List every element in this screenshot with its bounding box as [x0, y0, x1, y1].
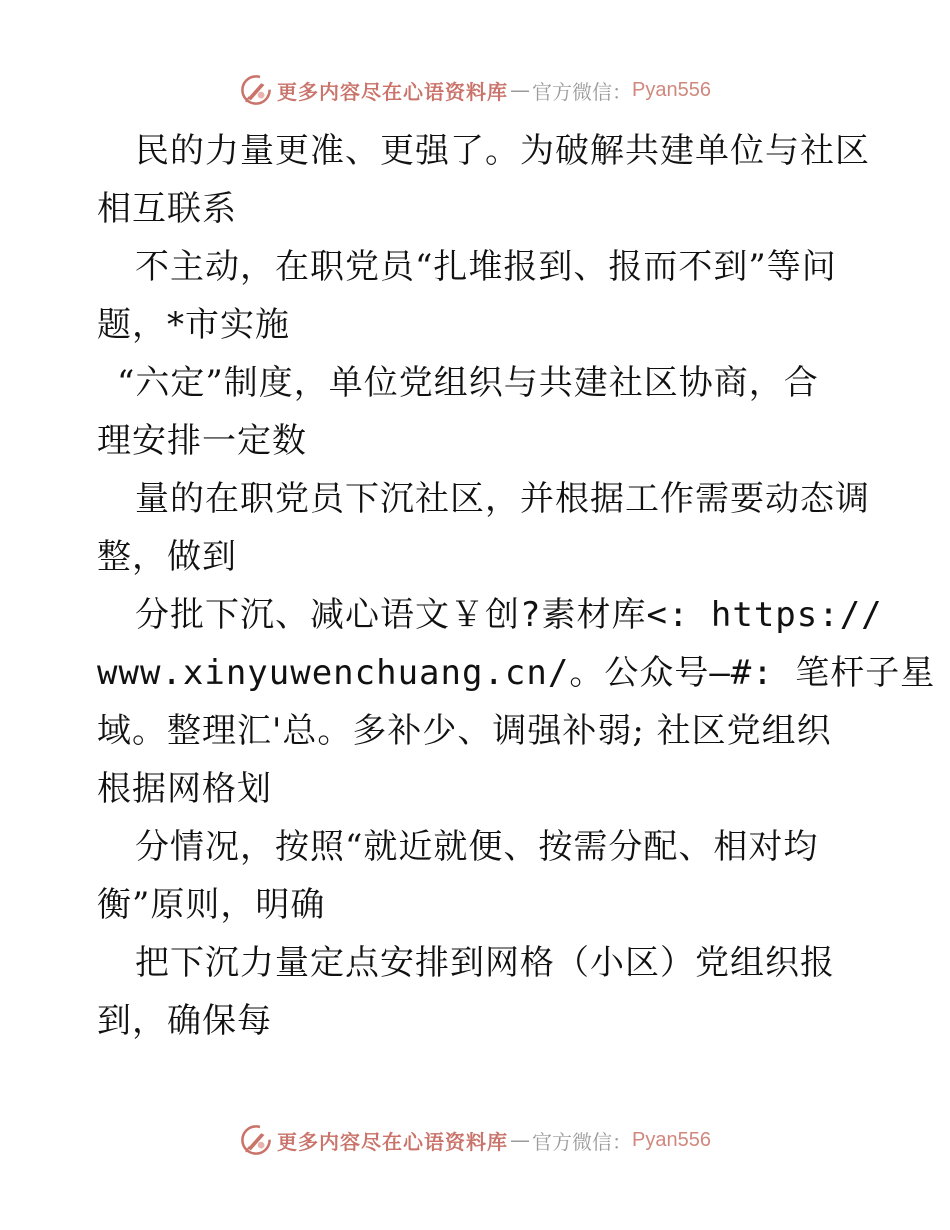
body-line: www.xinyuwenchuang.cn/。公众号—#: 笔杆子星 [97, 653, 936, 693]
body-line: 分批下沉、减心语文￥创?素材库<: https:// [135, 595, 883, 635]
quill-pen-logo-icon [239, 73, 273, 107]
body-line: “六定”制度，单位党组织与共建社区协商，合 [117, 363, 819, 403]
quill-pen-logo-icon [239, 1123, 273, 1157]
body-line: 量的在职党员下沉社区，并根据工作需要动态调 [135, 479, 870, 519]
body-line: 域。整理汇'总。多补少、调强补弱; 社区党组织 [97, 711, 832, 751]
banner-brand-text: 更多内容尽在心语资料库 [277, 1129, 509, 1154]
document-body [97, 122, 936, 1050]
banner-wechat-label: 官方微信： [532, 1129, 633, 1154]
body-line: 把下沉力量定点安排到网格（小区）党组织报 [135, 943, 835, 983]
body-line: 民的力量更准、更强了。为破解共建单位与社区 [135, 131, 870, 171]
body-line: 衡”原则，明确 [97, 885, 326, 925]
banner-wechat-id: Pyan556 [632, 1128, 711, 1151]
body-line: 不主动，在职党员“扎堆报到、报而不到”等问 [135, 247, 837, 287]
banner-separator: — [510, 78, 531, 102]
body-line: 题，*市实施 [97, 305, 290, 345]
body-line: 到，确保每 [97, 1001, 272, 1041]
body-line: 分情况，按照“就近就便、按需分配、相对均 [135, 827, 819, 867]
body-line: 理安排一定数 [97, 421, 307, 461]
header-banner [0, 70, 950, 110]
banner-separator: — [510, 1128, 531, 1152]
banner-brand-text: 更多内容尽在心语资料库 [277, 79, 509, 104]
body-line: 根据网格划 [97, 769, 272, 809]
banner-wechat-label: 官方微信： [532, 79, 633, 104]
footer-banner [0, 1120, 950, 1160]
banner-wechat-id: Pyan556 [632, 78, 711, 101]
body-line: 整，做到 [97, 537, 237, 577]
body-line: 相互联系 [97, 189, 237, 229]
